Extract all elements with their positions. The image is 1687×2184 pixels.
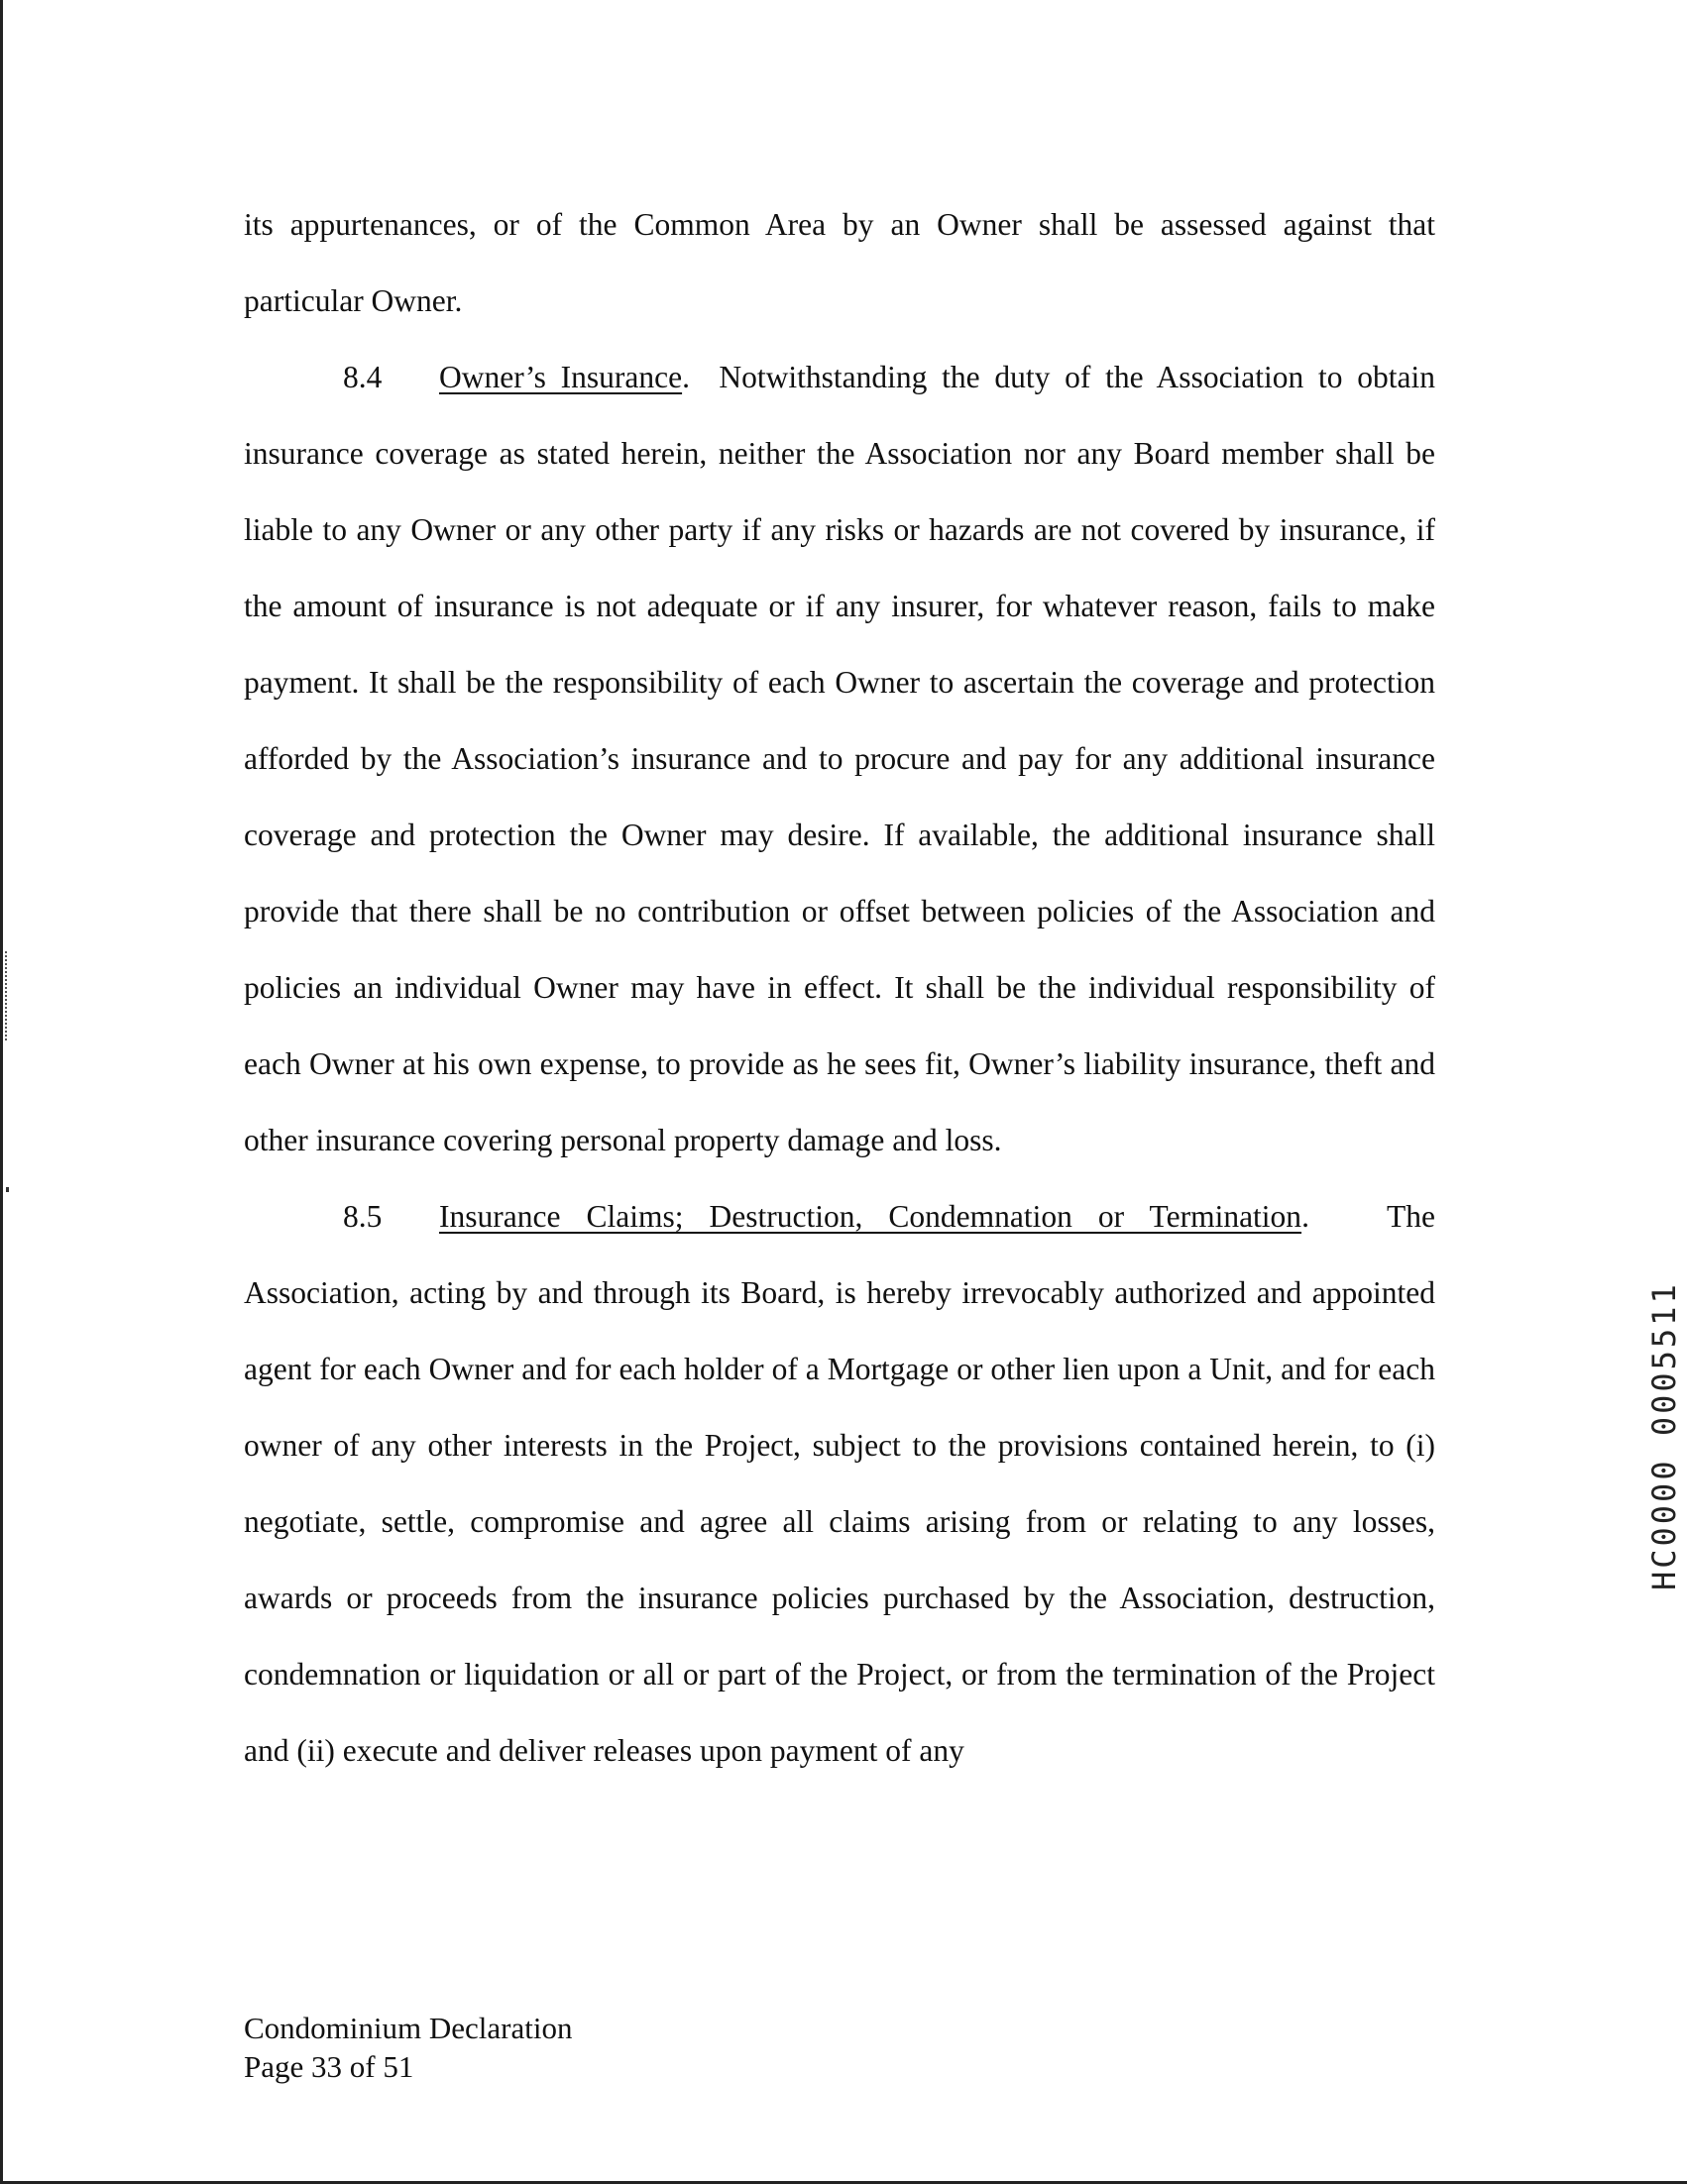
document-body	[244, 186, 1435, 1789]
bates-stamp: HC0000 0005511	[1645, 1281, 1683, 1590]
continuation-paragraph: its appurtenances, or of the Common Area by an Owner shall be assessed against that particular Owner.	[244, 207, 1435, 318]
scan-artifact	[5, 951, 9, 1040]
footer-page-number: Page 33 of 51	[244, 2049, 414, 2084]
section-title: Owner’s Insurance	[439, 360, 683, 394]
section-number: 8.5	[343, 1199, 383, 1234]
section-8-5	[244, 1178, 1435, 1789]
scan-left-border	[0, 0, 3, 2184]
scan-artifact-dot	[6, 1187, 9, 1192]
section-title-punct: .	[1301, 1199, 1309, 1234]
page-footer	[244, 2009, 572, 2086]
section-title: Insurance Claims; Destruction, Condemnation or Termination	[439, 1199, 1302, 1234]
section-body: Notwithstanding the duty of the Association to obtain insurance coverage as stated herein, neither the Association nor any Board member shall be liable to any Owner or any other party if any risks or hazards are not covered by insurance, if the amount of insurance is not adequate or if any insurer, for whatever reason, fails to make payment. It shall be the responsibility of each Owner to ascertain the coverage and protection afforded by the Association’s insurance and to procure and pay for any additional insurance coverage and protection the Owner may desire. If available, the additional insurance shall provide that there shall be no contribution or offset between policies of the Association and policies an individual Owner may have in effect. It shall be the individual responsibility of each Owner at his own expense, to provide as he sees fit, Owner’s liability insurance, theft and other insurance covering personal property damage and loss.	[244, 360, 1435, 1157]
section-number: 8.4	[343, 360, 383, 394]
section-body: The Association, acting by and through its Board, is hereby irrevocably authorized and appointed agent for each Owner and for each holder of a Mortgage or other lien upon a Unit, and for each owner of any other interests in the Project, subject to the provisions contained herein, to (i) negotiate, settle, compromise and agree all claims arising from or relating to any losses, awards or proceeds from the insurance policies purchased by the Association, destruction, condemnation or liquidation or all or part of the Project, or from the termination of the Project and (ii) execute and deliver releases upon payment of any	[244, 1199, 1435, 1768]
section-title-punct: .	[682, 360, 690, 394]
section-8-4	[244, 339, 1435, 1178]
footer-document-title: Condominium Declaration	[244, 2011, 573, 2045]
